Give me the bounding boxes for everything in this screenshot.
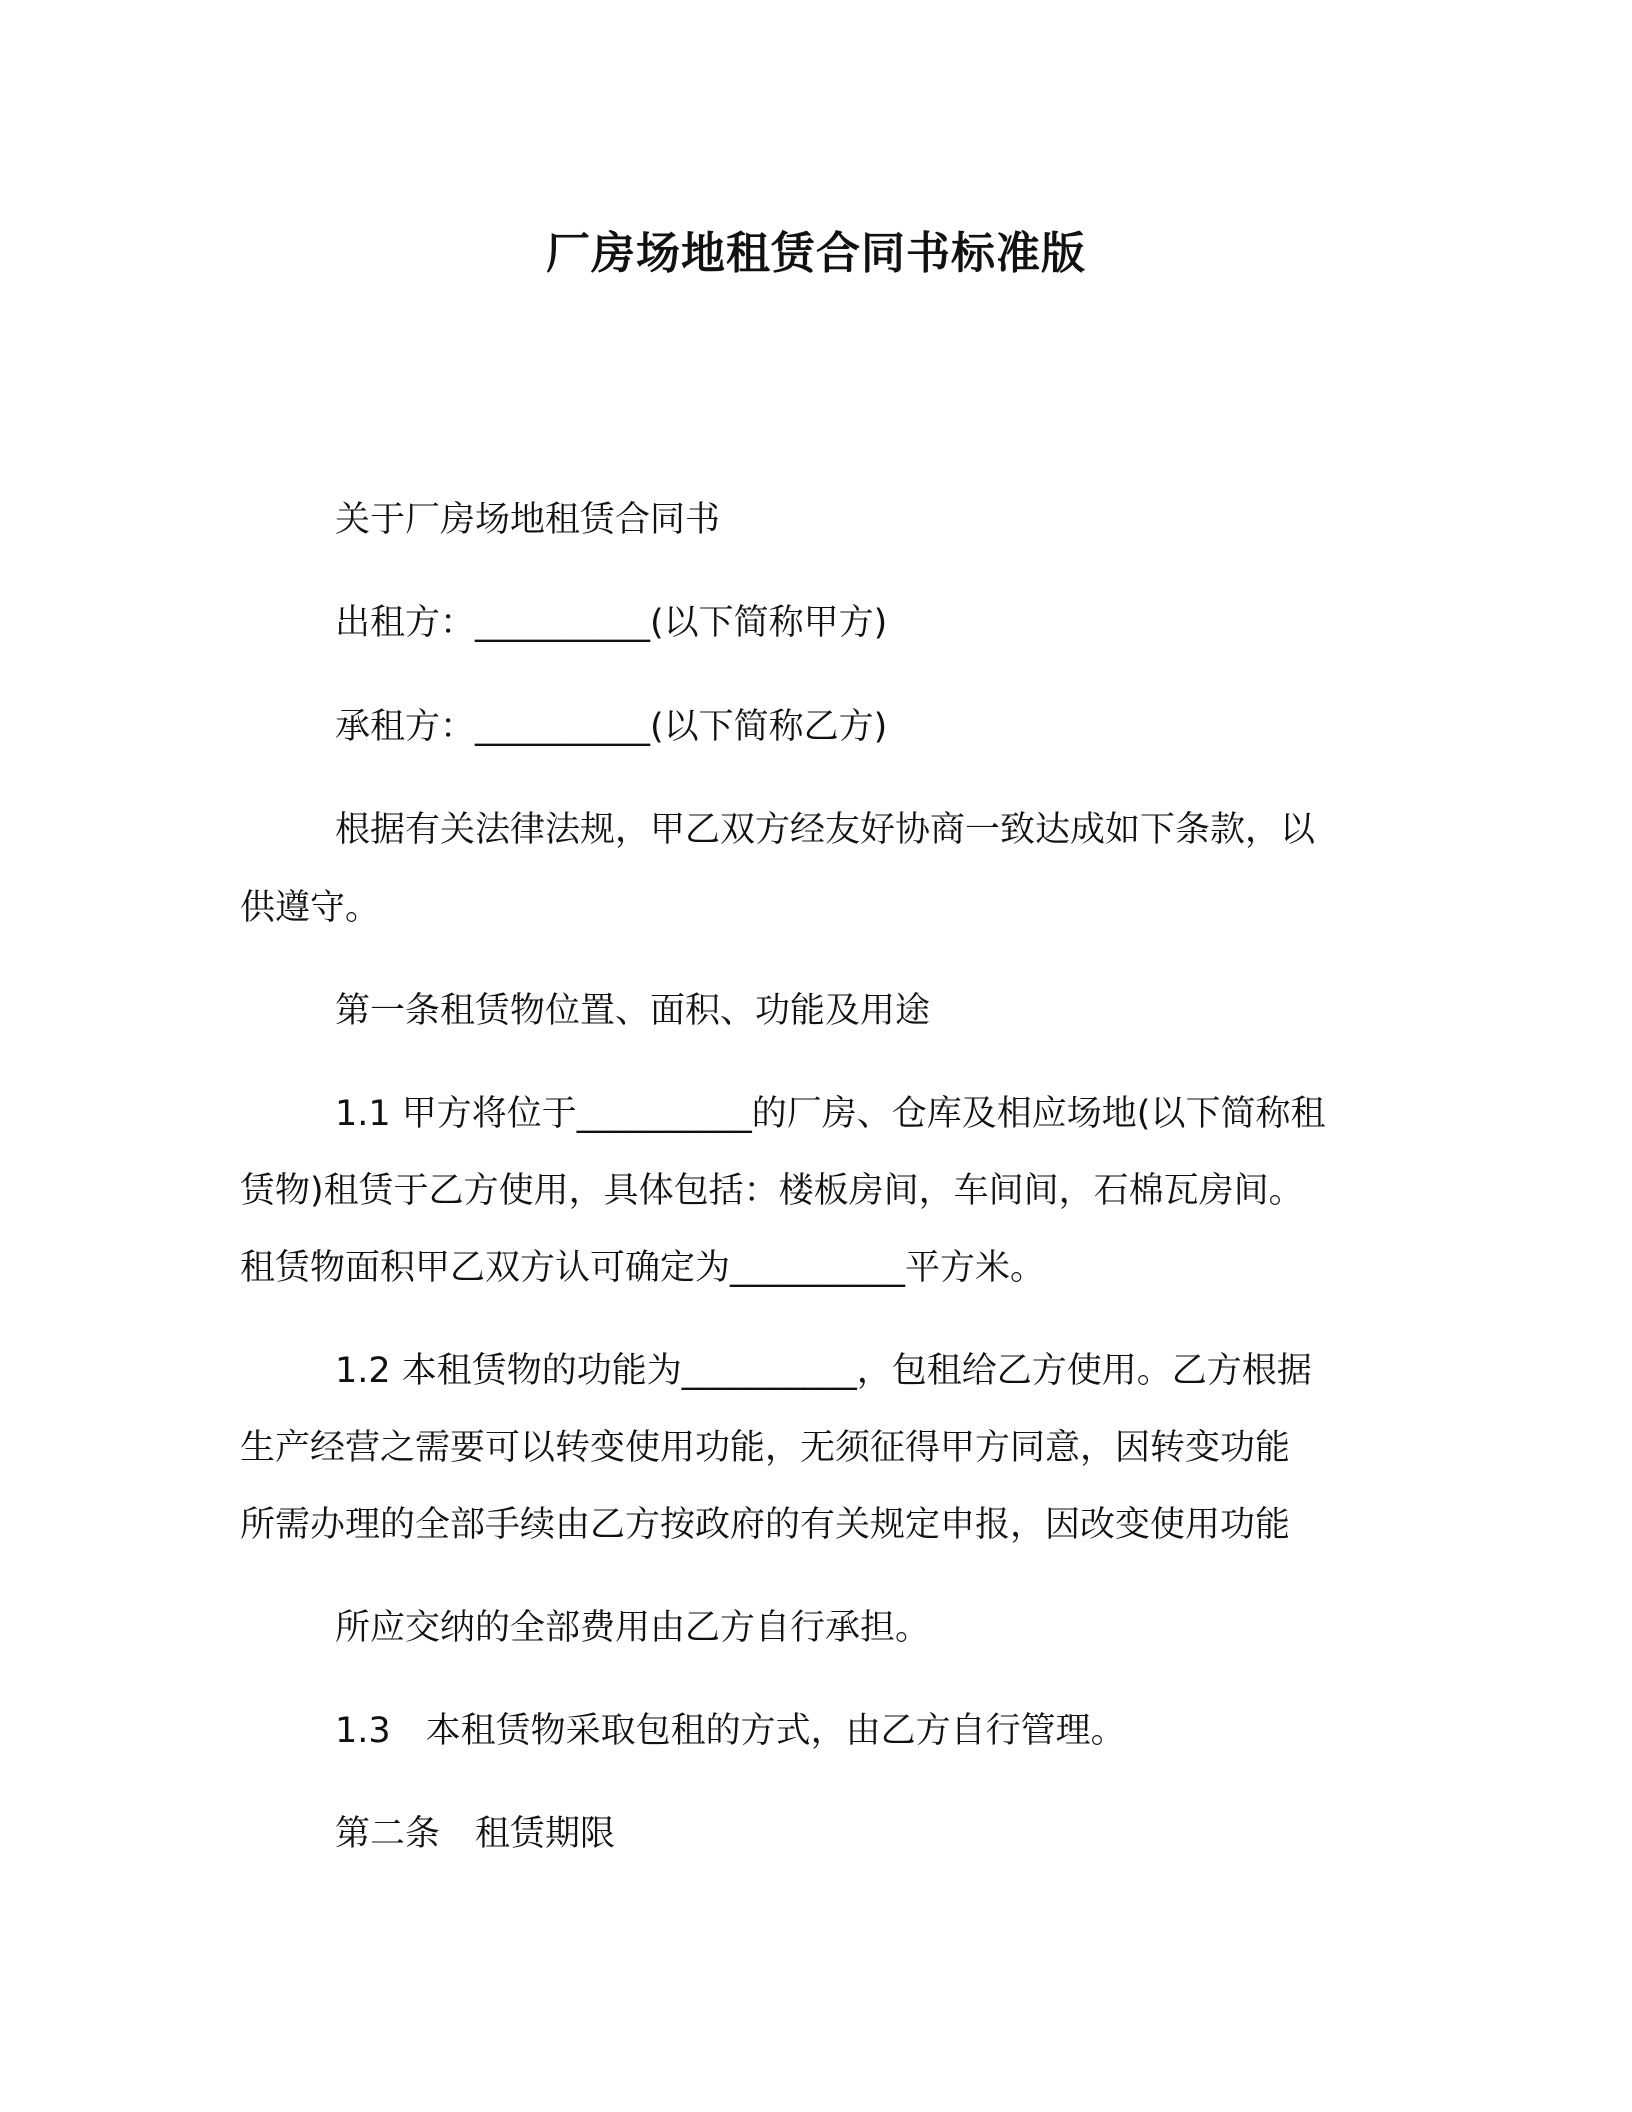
article-2-title: 第二条 租赁期限 (335, 1814, 616, 1854)
lessor-line: 出租方：__________(以下简称甲方) (335, 603, 888, 643)
clause-1-2-line-3: 所需办理的全部手续由乙方按政府的有关规定申报，因改变使用功能 (240, 1505, 1291, 1545)
clause-1-2-line-1: 1.2 本租赁物的功能为__________，包租给乙方使用。乙方根据 (335, 1351, 1312, 1391)
article-1-title: 第一条租赁物位置、面积、功能及用途 (335, 991, 931, 1031)
document-title: 厂房场地租赁合同书标准版 (546, 228, 1086, 279)
lessee-line: 承租方：__________(以下简称乙方) (335, 707, 888, 747)
clause-1-2-line-2: 生产经营之需要可以转变使用功能，无须征得甲方同意，因转变功能 (240, 1428, 1291, 1468)
clause-1-2-line-4: 所应交纳的全部费用由乙方自行承担。 (335, 1608, 931, 1648)
intro-line-1: 根据有关法律法规，甲乙双方经友好协商一致达成如下条款，以 (335, 810, 1316, 850)
contract-heading: 关于厂房场地租赁合同书 (335, 500, 721, 540)
clause-1-1-line-2: 赁物)租赁于乙方使用，具体包括：楼板房间，车间间，石棉瓦房间。 (240, 1171, 1304, 1211)
clause-1-1-line-1: 1.1 甲方将位于__________的厂房、仓库及相应场地(以下简称租 (335, 1094, 1326, 1134)
clause-1-1-line-3: 租赁物面积甲乙双方认可确定为__________平方米。 (240, 1248, 1046, 1288)
intro-line-2: 供遵守。 (240, 888, 381, 928)
clause-1-3: 1.3 本租赁物采取包租的方式，由乙方自行管理。 (335, 1711, 1126, 1751)
